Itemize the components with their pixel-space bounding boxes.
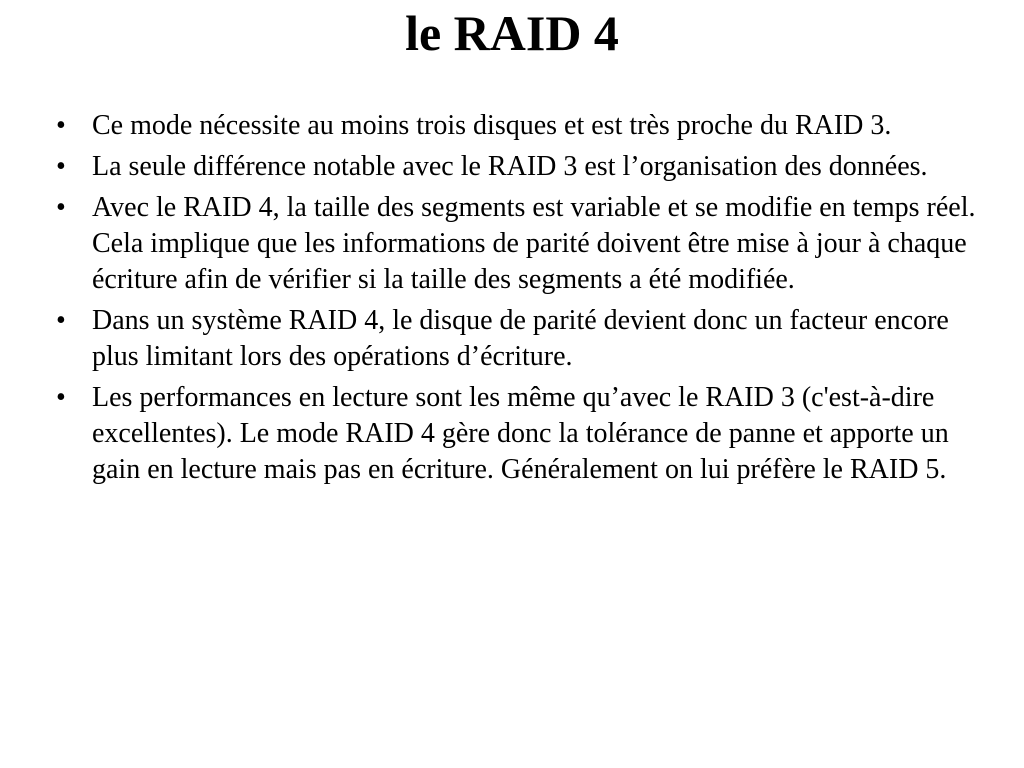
bullet-item [56, 380, 996, 488]
bullet-item [56, 108, 996, 144]
bullet-text: La seule différence notable avec le RAID 3 est l’organisation des données. [92, 151, 928, 182]
bullet-dot-icon: • [56, 151, 66, 182]
bullet-item [56, 149, 996, 185]
bullet-text: Ce mode nécessite au moins trois disques et est très proche du RAID 3. [92, 110, 892, 141]
bullet-dot-icon: • [56, 382, 66, 413]
bullet-list [56, 108, 996, 493]
bullet-text: Avec le RAID 4, la taille des segments est variable et se modifie en temps réel. Cela implique que les informations de parité doivent être mise à jour à chaque écriture afin de vérifier si la taille des segments a été modifiée. [92, 192, 976, 295]
slide-title: le RAID 4 [405, 5, 619, 61]
bullet-text: Les performances en lecture sont les même qu’avec le RAID 3 (c'est-à-dire excellentes). Le mode RAID 4 gère donc la tolérance de panne et apporte un gain en lecture mais pas en écriture. Généralement on lui préfère le RAID 5. [92, 382, 949, 485]
bullet-dot-icon: • [56, 110, 66, 141]
bullet-dot-icon: • [56, 305, 66, 336]
bullet-dot-icon: • [56, 192, 66, 223]
bullet-text: Dans un système RAID 4, le disque de parité devient donc un facteur encore plus limitant lors des opérations d’écriture. [92, 305, 949, 372]
bullet-item [56, 303, 996, 375]
bullet-item [56, 190, 996, 298]
